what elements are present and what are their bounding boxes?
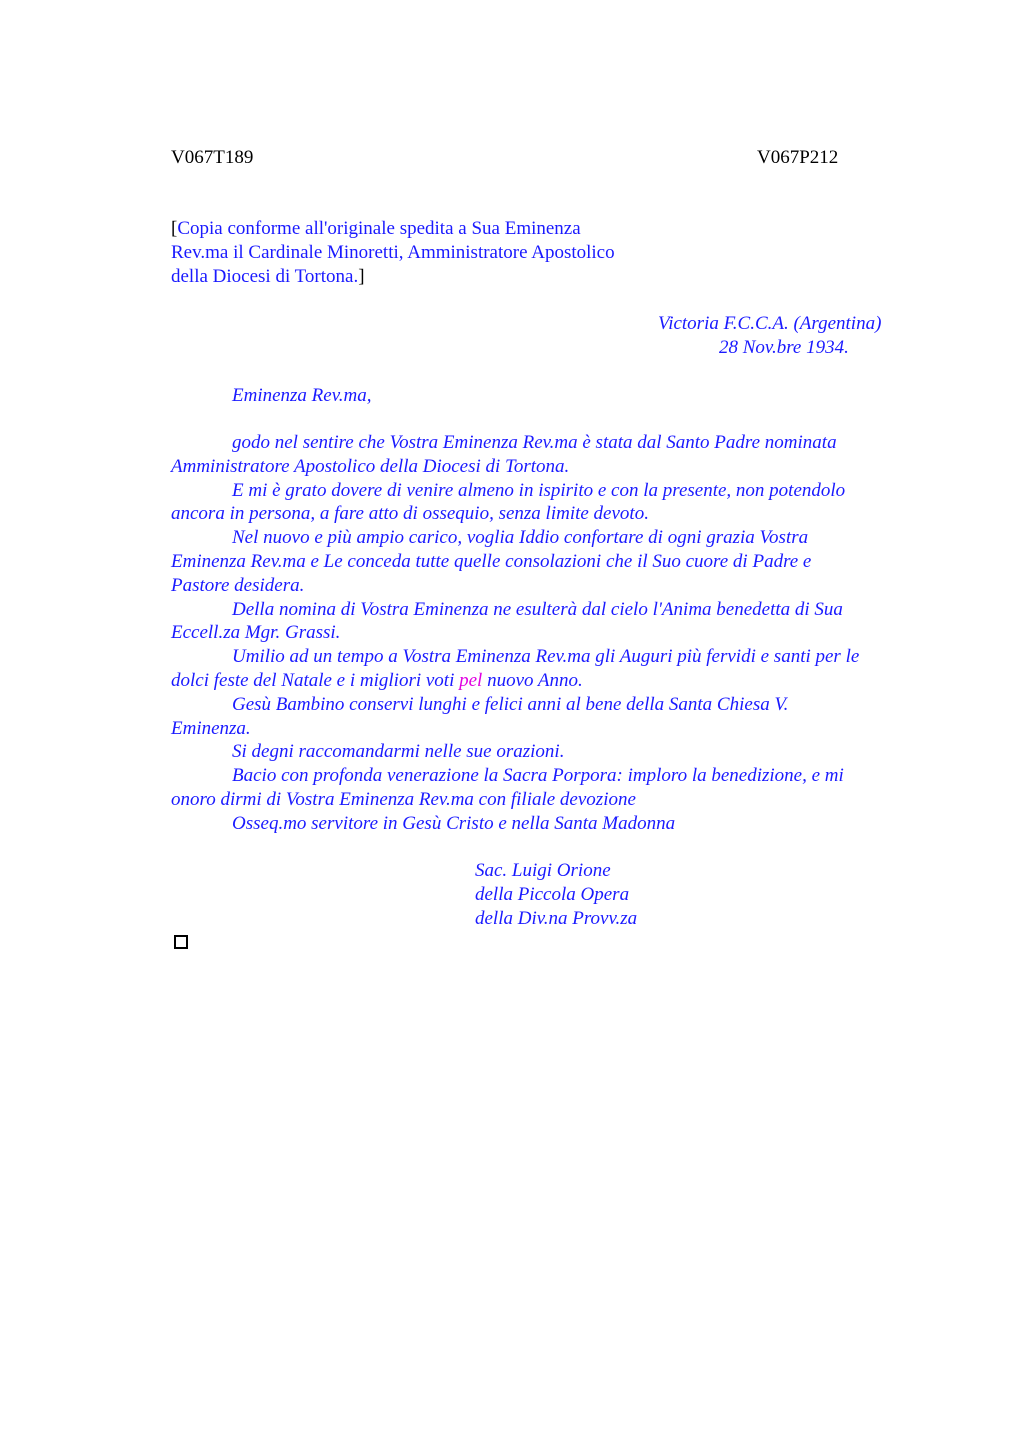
body-line: Nel nuovo e più ampio carico, voglia Iddio confortare di ogni grazia Vostra: [232, 527, 809, 549]
copy-note-line-2: Rev.ma il Cardinale Minoretti, Amministratore Apostolico: [171, 242, 615, 263]
place-date: [658, 312, 881, 360]
body-line: Della nomina di Vostra Eminenza ne esulterà dal cielo l'Anima benedetta di Sua: [232, 598, 843, 620]
body-line: onoro dirmi di Vostra Eminenza Rev.ma con filiale devozione: [171, 788, 636, 810]
letter-body: [171, 431, 931, 836]
copy-note: [171, 217, 615, 289]
body-line: Bacio con profonda venerazione la Sacra Porpora: imploro la benedizione, e mi: [232, 765, 844, 787]
signature-name: Sac. Luigi Orione: [475, 860, 611, 881]
body-line: Eccell.za Mgr. Grassi.: [171, 622, 341, 644]
body-line: E mi è grato dovere di venire almeno in ispirito e con la presente, non potendolo: [232, 479, 846, 501]
document-code-right: V067P212: [757, 147, 839, 168]
body-line: Amministratore Apostolico della Diocesi di Tortona.: [171, 455, 570, 477]
body-line: ancora in persona, a fare atto di ossequio, senza limite devoto.: [171, 503, 649, 525]
signature-line-3: della Div.na Provv.za: [475, 907, 638, 929]
body-line: Osseq.mo servitore in Gesù Cristo e nella Santa Madonna: [232, 812, 676, 834]
date-line: 28 Nov.bre 1934.: [719, 337, 849, 358]
salutation: Eminenza Rev.ma,: [232, 385, 372, 406]
copy-note-line-1: [171, 217, 615, 241]
mixed-after: nuovo Anno.: [482, 669, 583, 691]
mixed-before: dolci feste del Natale e i migliori voti: [171, 669, 460, 691]
body-line: Si degni raccomandarmi nelle sue orazioni.: [232, 741, 565, 763]
body-line: Eminenza.: [171, 717, 251, 739]
signature: [475, 859, 637, 930]
copy-note-line-3: [171, 265, 615, 289]
body-line: Pastore desidera.: [171, 574, 305, 596]
place-line: Victoria F.C.C.A. (Argentina): [658, 313, 882, 334]
body-line: Gesù Bambino conservi lunghi e felici anni al bene della Santa Chiesa V.: [232, 693, 789, 715]
document-code-left: V067T189: [171, 147, 254, 168]
copy-note-text-3: della Diocesi di Tortona.: [171, 266, 359, 287]
copy-note-text-1: Copia conforme all'originale spedita a Sua Eminenza: [177, 218, 581, 239]
body-line: godo nel sentire che Vostra Eminenza Rev.ma è stata dal Santo Padre nominata: [232, 432, 837, 453]
body-line: Umilio ad un tempo a Vostra Eminenza Rev.ma gli Auguri più fervidi e santi per le: [232, 646, 860, 668]
body-line-mixed: [171, 669, 931, 693]
end-square-icon: [174, 935, 188, 949]
close-bracket: ]: [358, 266, 365, 287]
highlighted-word: pel: [459, 669, 483, 691]
signature-line-2: della Piccola Opera: [475, 883, 630, 905]
body-line: Eminenza Rev.ma e Le conceda tutte quelle consolazioni che il Suo cuore di Padre e: [171, 550, 812, 572]
open-bracket: [: [171, 218, 178, 239]
